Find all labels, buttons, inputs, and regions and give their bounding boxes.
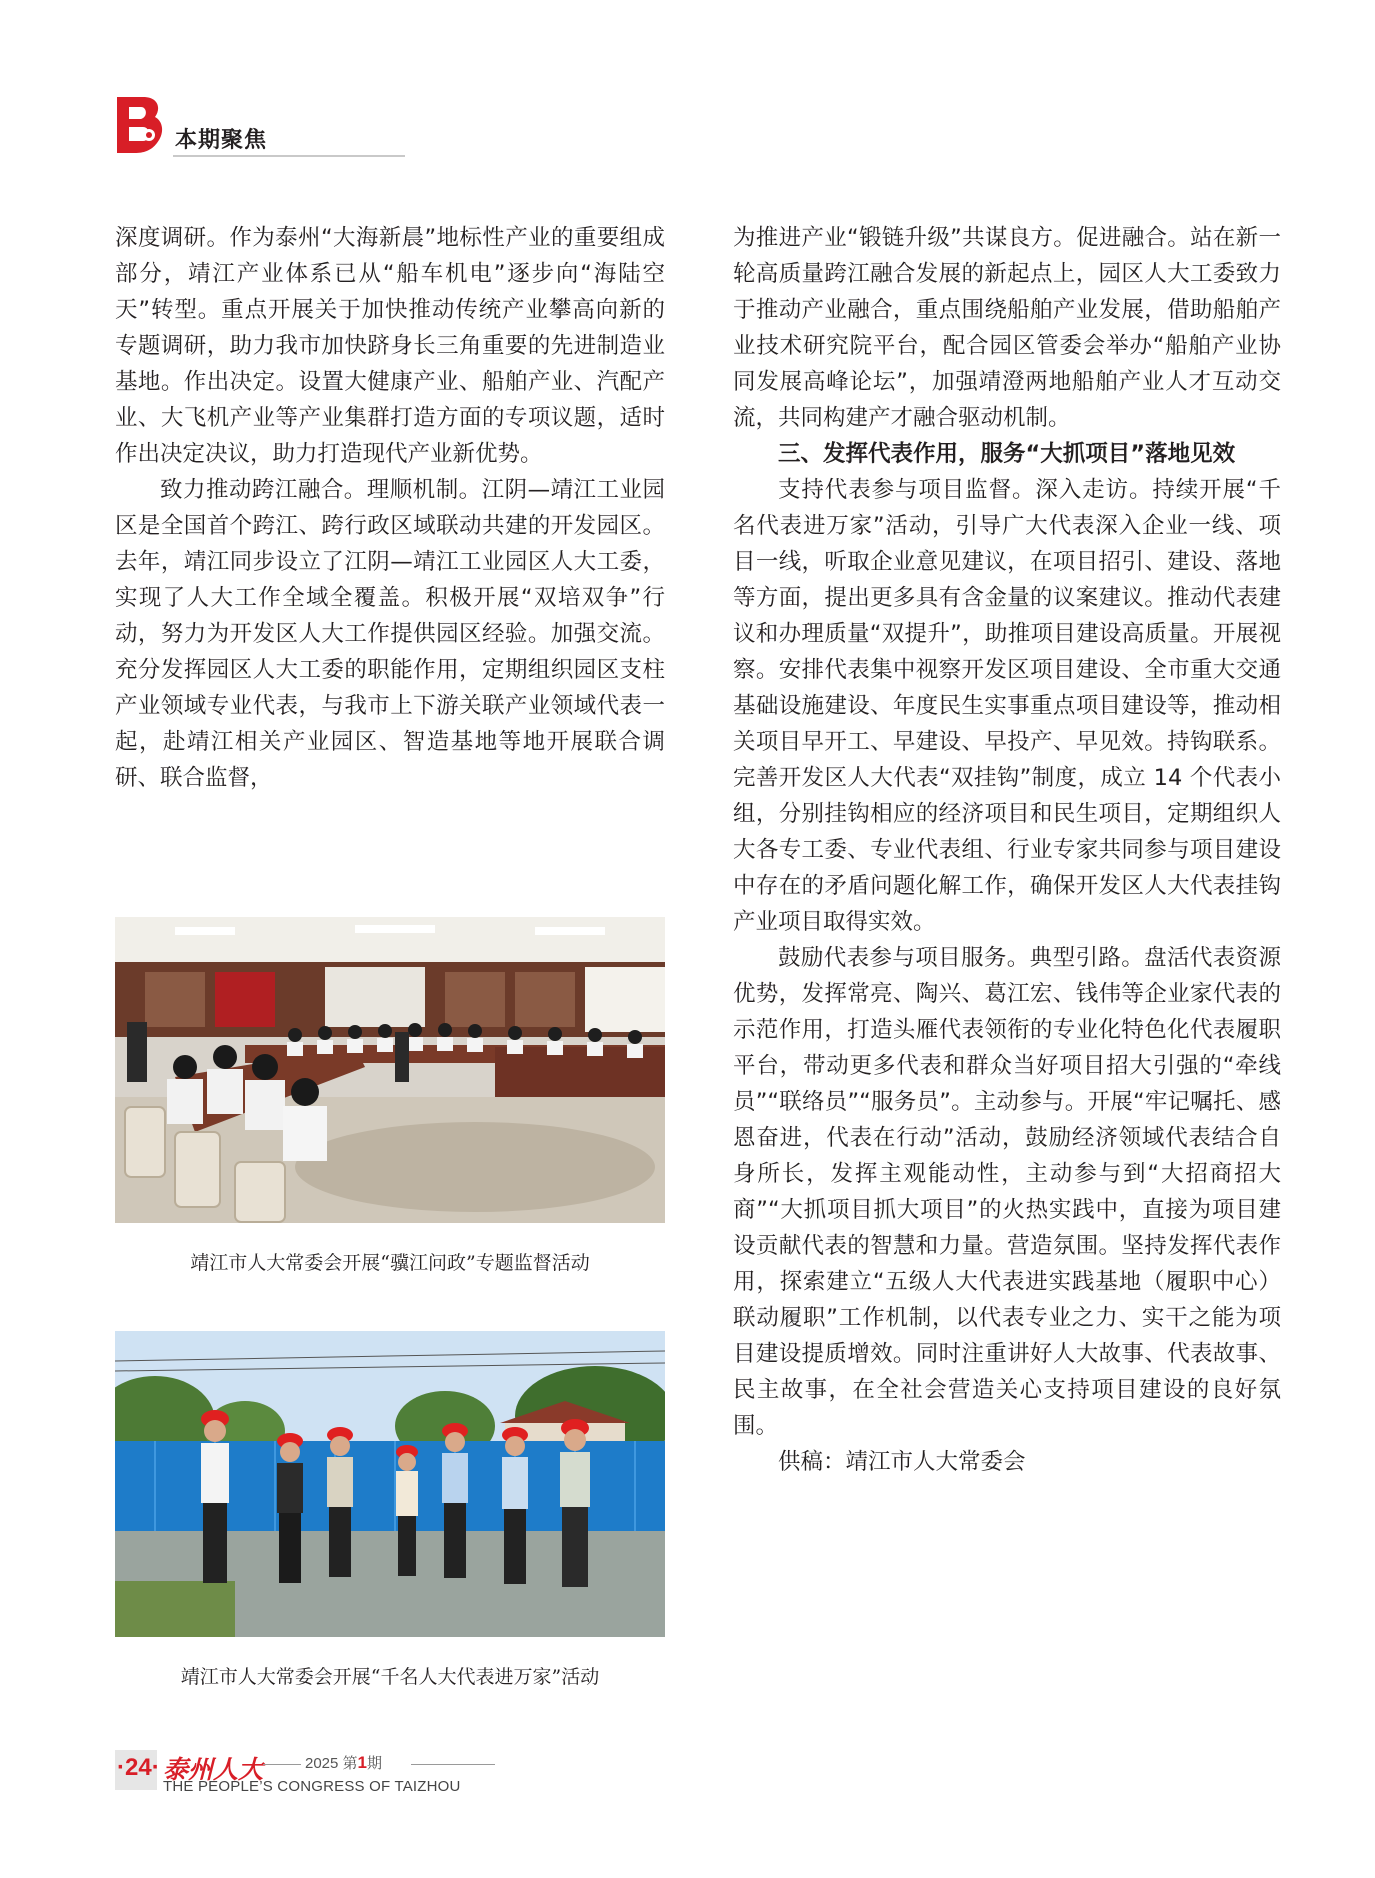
section-title: 本期聚焦 — [175, 128, 268, 153]
photo-caption: 靖江市人大常委会开展“千名人大代表进万家”活动 — [180, 1666, 600, 1688]
right-column — [733, 220, 1281, 1480]
footer-rule — [263, 1764, 301, 1765]
paragraph: 为推进产业“锻链升级”共谋良方。促进融合。站在新一轮高质量跨江融合发展的新起点上，园区人大工委致力于推动产业融合，重点围绕船舶产业发展，借助船舶产业技术研究院平台，配合园区管委会举办“船舶产业协同发展高峰论坛”，加强靖澄两地船舶产业人才互动交流，共同构建产才融合驱动机制。 — [733, 225, 1281, 431]
page-footer — [115, 1748, 495, 1798]
source-credit: 供稿：靖江市人大常委会 — [778, 1449, 1026, 1475]
photo-caption: 靖江市人大常委会开展“骥江问政”专题监督活动 — [190, 1252, 590, 1274]
magazine-english-name: THE PEOPLE’S CONGRESS OF TAIZHOU — [163, 1778, 461, 1795]
issue-suffix: 期 — [367, 1755, 383, 1772]
issue-prefix: 2025 第 — [305, 1755, 358, 1772]
page-number: ·24· — [117, 1754, 160, 1781]
magazine-name: 泰州人大 — [163, 1755, 264, 1784]
meeting-photo — [115, 917, 665, 1223]
section-header — [115, 95, 290, 160]
paragraph: 深度调研。作为泰州“大海新晨”地标性产业的重要组成部分，靖江产业体系已从“船车机电”逐步向“海陆空天”转型。重点开展关于加快推动传统产业攀高向新的专题调研，助力我市加快跻身长三角重要的先进制造业基地。作出决定。设置大健康产业、船舶产业、汽配产业、大飞机产业等产业集群打造方面的专项议题，适时作出决定决议，助力打造现代产业新优势。 — [115, 225, 665, 467]
paragraph: 支持代表参与项目监督。深入走访。持续开展“千名代表进万家”活动，引导广大代表深入企业一线、项目一线，听取企业意见建议，在项目招引、建设、落地等方面，提出更多具有含金量的议案建议。推动代表建议和办理质量“双提升”，助推项目建设高质量。开展视察。安排代表集中视察开发区项目建设、全市重大交通基础设施建设、年度民生实事重点项目建设等，推动相关项目早开工、早建设、早投产、早见效。持钩联系。完善开发区人大代表“双挂钩”制度，成立 14 个代表小组，分别挂钩相应的经济项目和民生项目，定期组织人大各专工委、专业代表组、行业专家共同参与项目建设中存在的矛盾问题化解工作，确保开发区人大代表挂钩产业项目取得实效。 — [733, 477, 1281, 935]
paragraph: 致力推动跨江融合。理顺机制。江阴—靖江工业园区是全国首个跨江、跨行政区域联动共建的开发园区。去年，靖江同步设立了江阴—靖江工业园区人大工委，实现了人大工作全域全覆盖。积极开展“双培双争”行动，努力为开发区人大工作提供园区经验。加强交流。充分发挥园区人大工委的职能作用，定期组织园区支柱产业领域专业代表，与我市上下游关联产业领域代表一起，赴靖江相关产业园区、智造基地等地开展联合调研、联合监督， — [115, 477, 665, 791]
header-divider — [173, 155, 405, 157]
site-visit-photo — [115, 1331, 665, 1637]
issue-number: 1 — [357, 1753, 368, 1772]
section-heading: 三、发挥代表作用，服务“大抓项目”落地见效 — [778, 441, 1236, 467]
paragraph: 鼓励代表参与项目服务。典型引路。盘活代表资源优势，发挥常亮、陶兴、葛江宏、钱伟等企业家代表的示范作用，打造头雁代表领衔的专业化特色化代表履职平台，带动更多代表和群众当好项目招大引强的“牵线员”“联络员”“服务员”。主动参与。开展“牢记嘱托、感恩奋进，代表在行动”活动，鼓励经济领域代表结合自身所长，发挥主观能动性，主动参与到“大招商招大商”“大抓项目抓大项目”的火热实践中，直接为项目建设贡献代表的智慧和力量。营造氛围。坚持发挥代表作用，探索建立“五级人大代表进实践基地（履职中心）联动履职”工作机制，以代表专业之力、实干之能为项目建设提质增效。同时注重讲好人大故事、代表故事、民主故事，在全社会营造关心支持项目建设的良好氛围。 — [733, 945, 1281, 1439]
issue-label — [305, 1752, 382, 1773]
footer-rule — [411, 1764, 495, 1765]
left-column — [115, 220, 665, 796]
section-logo-icon — [115, 95, 165, 155]
